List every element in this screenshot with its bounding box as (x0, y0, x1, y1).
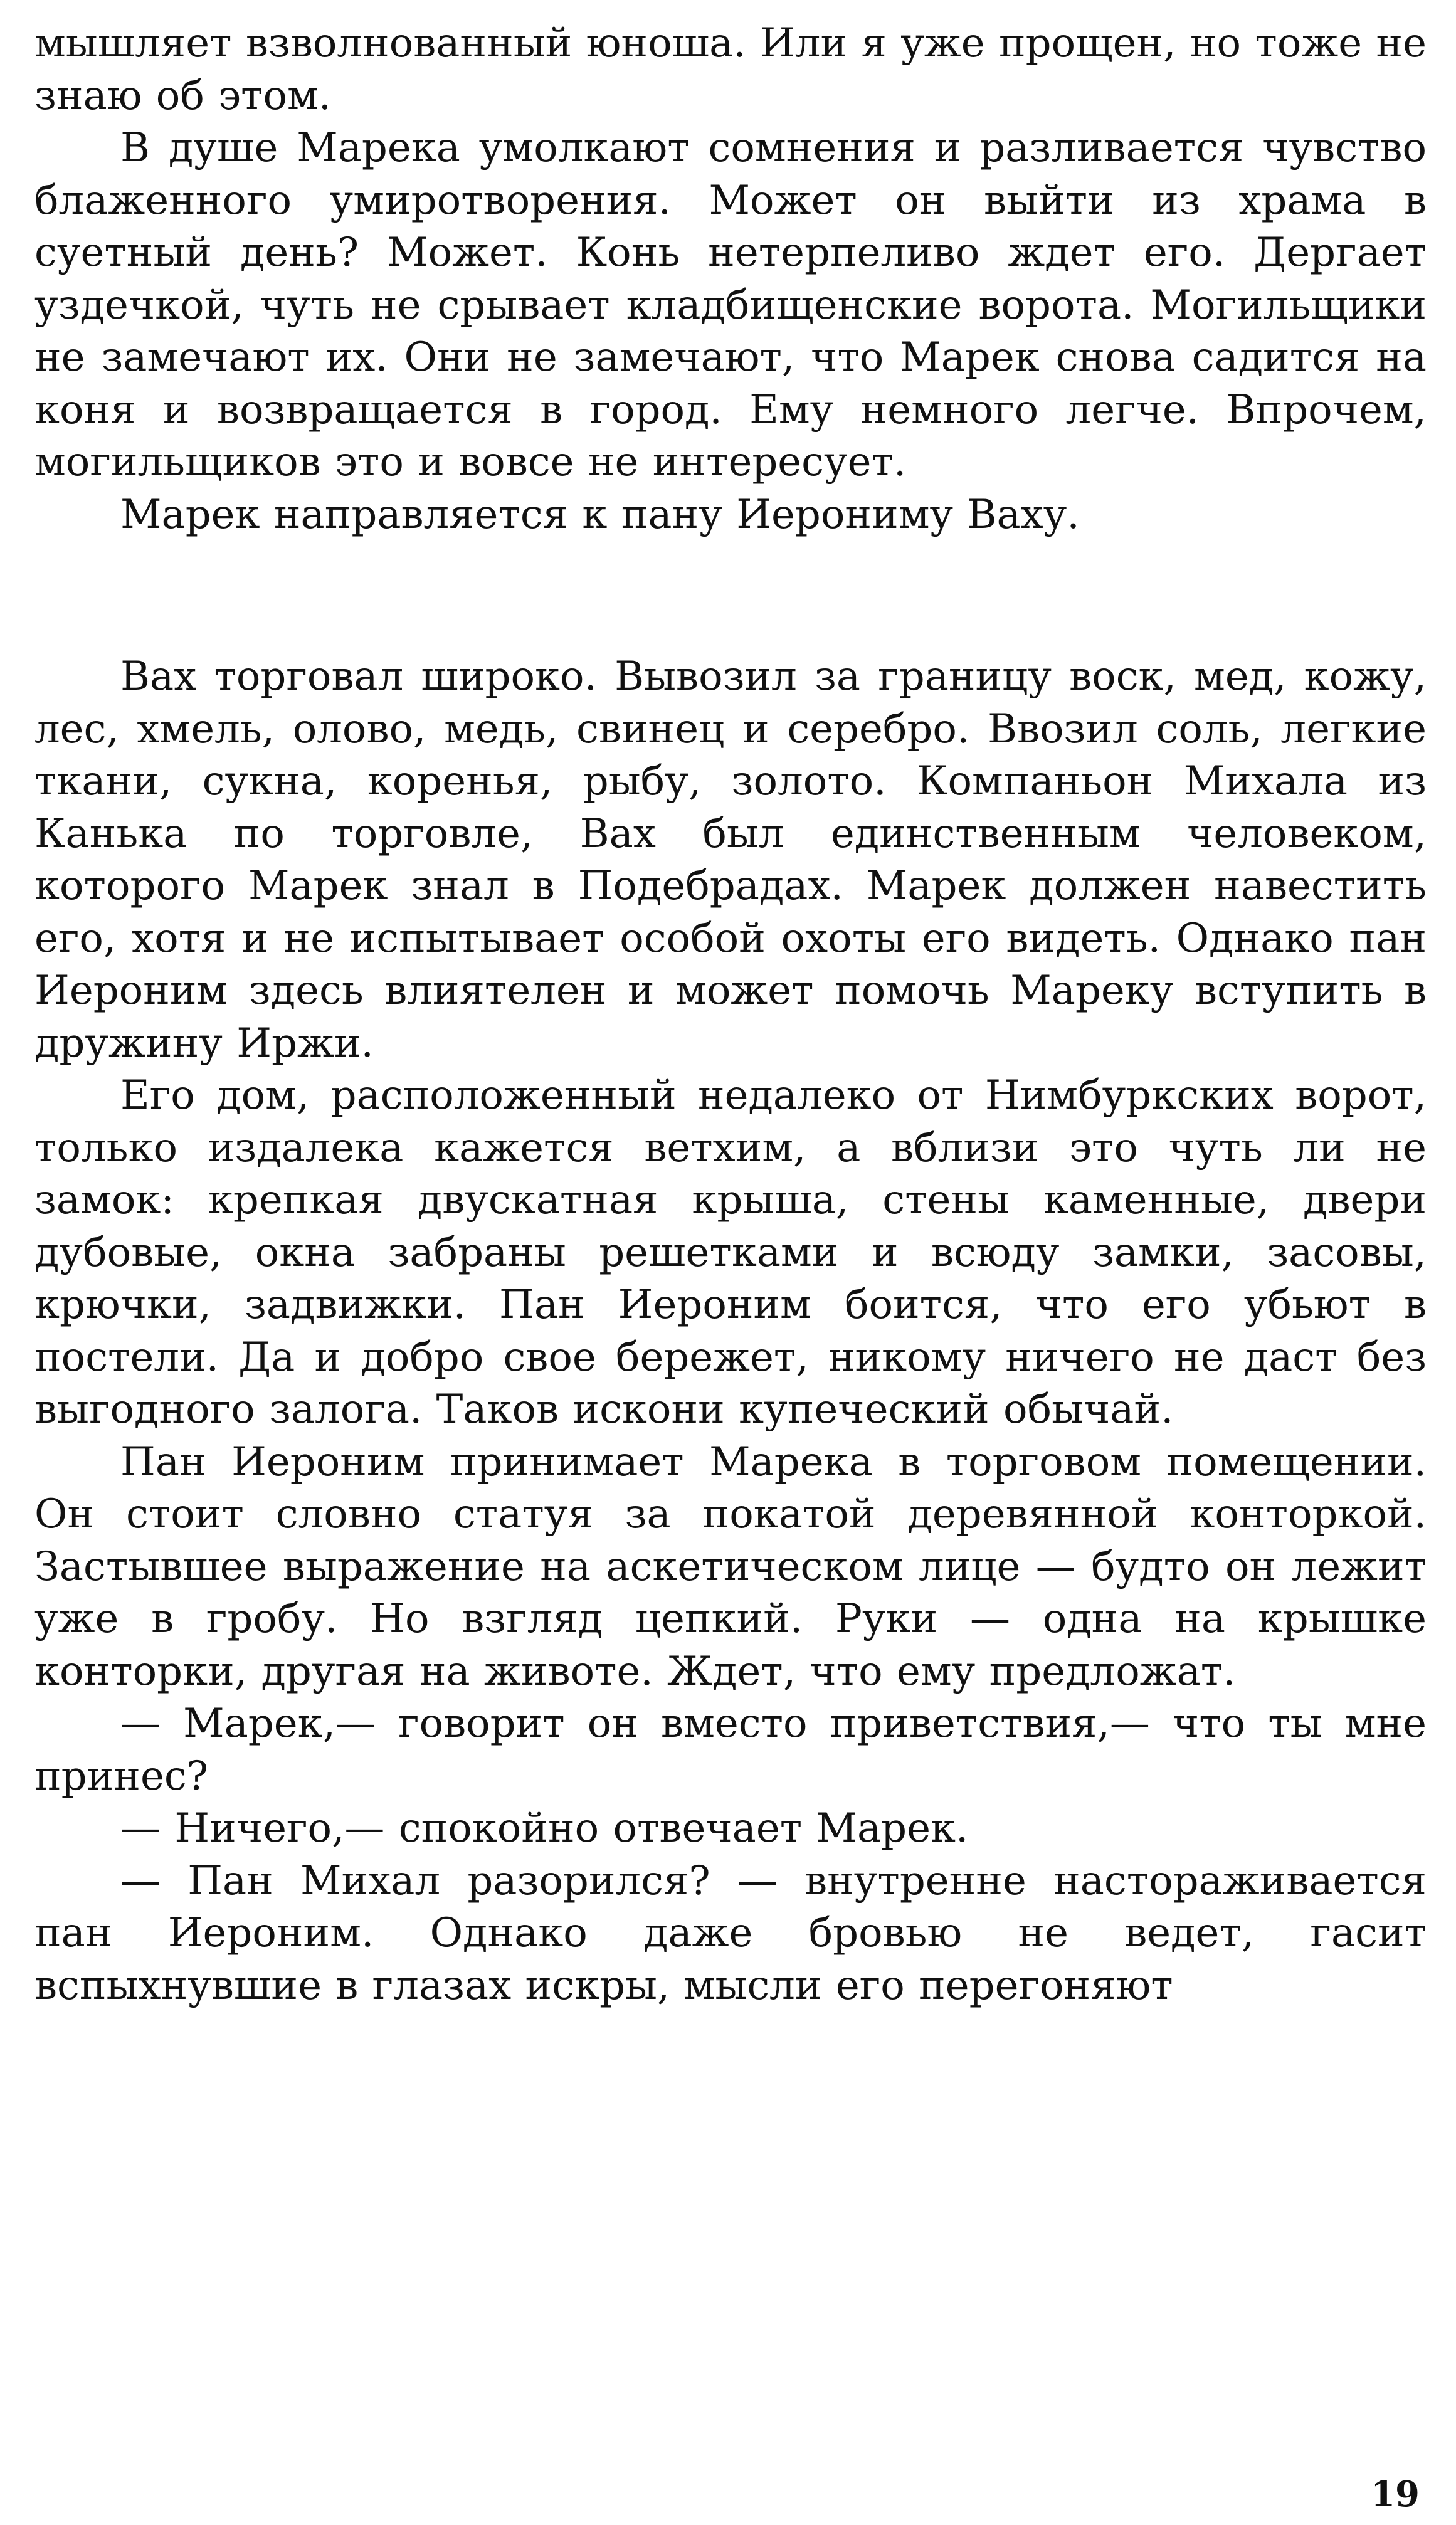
dialogue-line: — Пан Михал разорился? — внутренне настораживается пан Иероним. Однако даже бровью не ведет, гасит вспыхнувшие в глазах искры, мысли его перегоняют (34, 1857, 1427, 2009)
dialogue-line: — Марек,— говорит он вместо приветствия,— что ты мне принес? (34, 1700, 1427, 1800)
dialogue-line: — Ничего,— спокойно отвечает Марек. (120, 1805, 969, 1852)
paragraph: Пан Иероним принимает Марека в торговом помещении. Он стоит словно статуя за покатой деревянной конторкой. Застывшее выражение на аскетическом лице — будто он лежит уже в гробу. Но взгляд цепкий. Руки — одна на крышке конторки, другая на животе. Ждет, что ему предложат. (34, 1438, 1427, 1695)
paragraph-continuation: мышляет взволнованный юноша. Или я уже прощен, но тоже не знаю об этом. (34, 20, 1427, 119)
text-column (34, 18, 1427, 2012)
page-number: 19 (1371, 2474, 1420, 2515)
paragraph: Марек направляется к пану Иерониму Ваху. (120, 491, 1080, 538)
paragraph: Его дом, расположенный недалеко от Нимбуркских ворот, только издалека кажется ветхим, а вблизи это чуть ли не замок: крепкая двускатная крыша, стены каменные, двери дубовые, окна забраны решетками и всюду замки, засовы, крючки, задвижки. Пан Иероним боится, что его убьют в постели. Да и добро свое бережет, никому ничего не даст без выгодного залога. Таков искони купеческий обычай. (34, 1072, 1427, 1433)
section-break (34, 541, 1427, 651)
paragraph: В душе Марека умолкают сомнения и разливается чувство блаженного умиротворения. Может он выйти из храма в суетный день? Может. Конь нетерпеливо ждет его. Дергает уздечкой, чуть не срывает кладбищенские ворота. Могильщики не замечают их. Они не замечают, что Марек снова садится на коня и возвращается в город. Ему немного легче. Впрочем, могильщиков это и вовсе не интересует. (34, 125, 1427, 485)
paragraph: Вах торговал широко. Вывозил за границу воск, мед, кожу, лес, хмель, олово, медь, свинец и серебро. Ввозил соль, легкие ткани, сукна, коренья, рыбу, золото. Компаньон Михала из Канька по торговле, Вах был единственным человеком, которого Марек знал в Подебрадах. Марек должен навестить его, хотя и не испытывает особой охоты его видеть. Однако пан Иероним здесь влиятелен и может помочь Мареку вступить в дружину Иржи. (34, 653, 1427, 1067)
